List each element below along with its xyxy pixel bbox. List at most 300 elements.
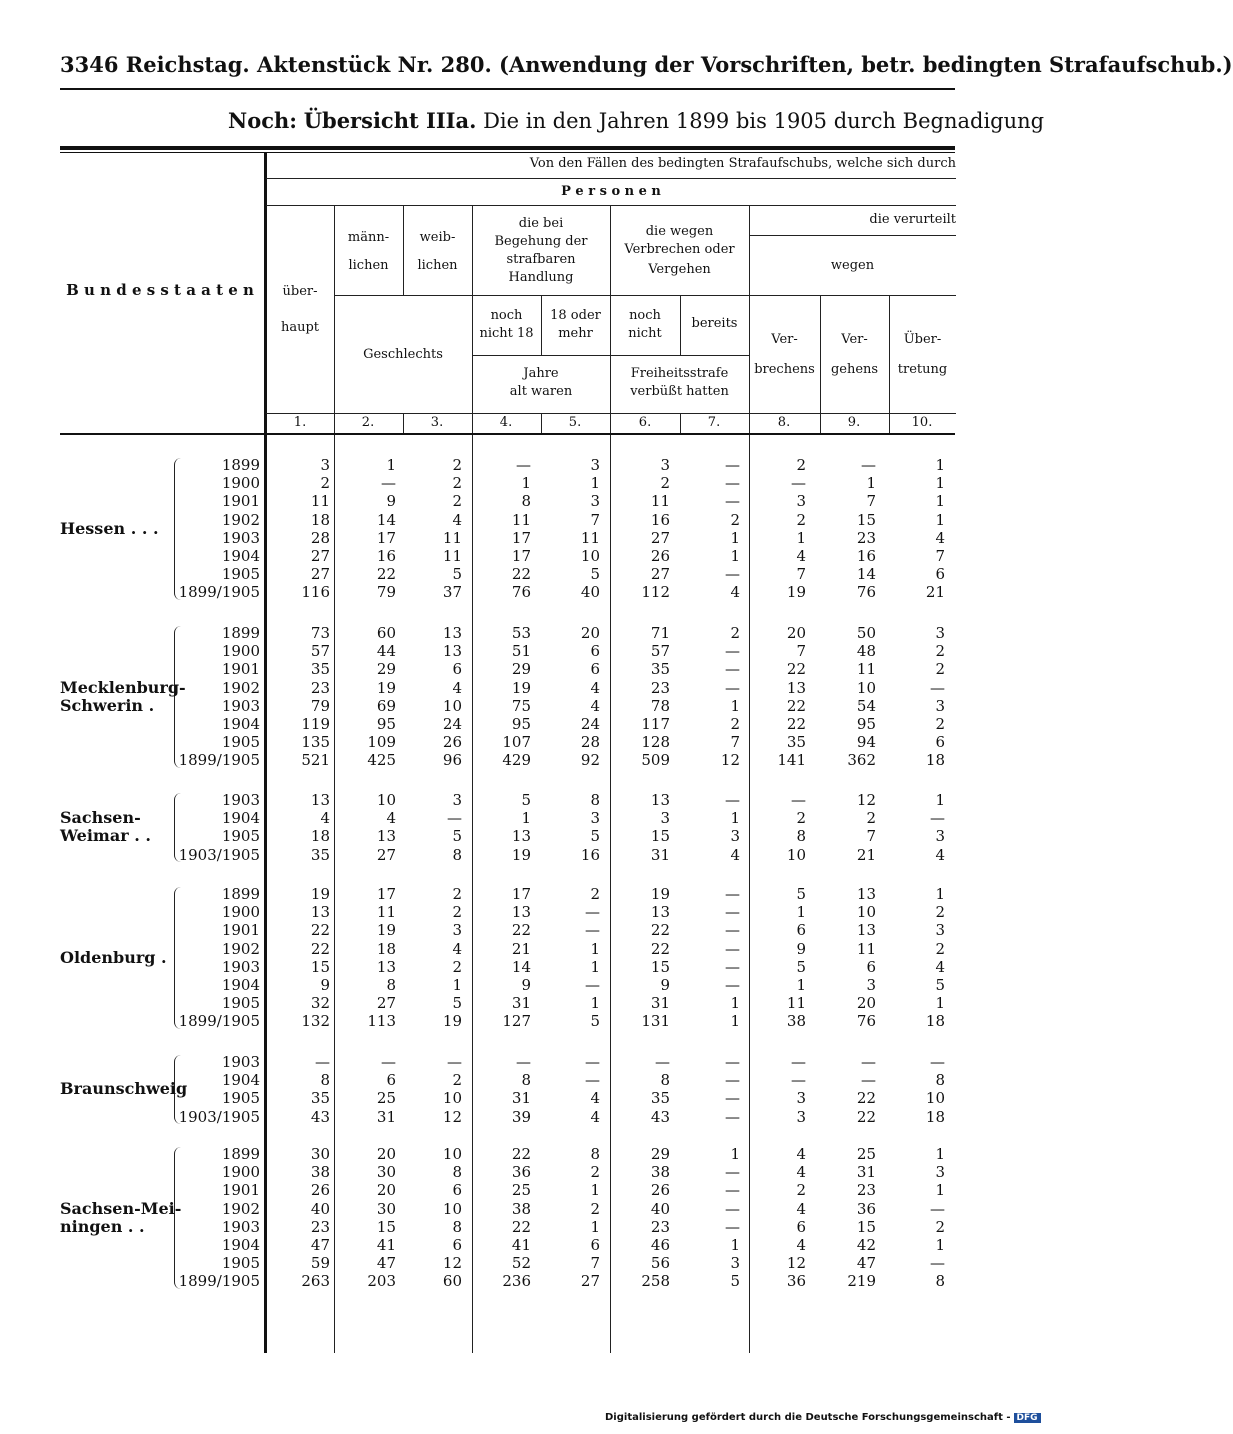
column-number: 8. (777, 415, 791, 430)
table-cell: 79 (310, 696, 330, 715)
state-name: ningen . . (60, 1216, 145, 1236)
table-cell: 11 (580, 528, 600, 547)
table-cell: 28 (310, 528, 330, 547)
table-cell: — (585, 903, 600, 922)
table-cell: 31 (650, 845, 670, 864)
table-cell: 9 (521, 976, 531, 994)
table-cell: 1 (935, 492, 945, 511)
table-cell: 7 (590, 510, 600, 529)
table-cell: 23 (310, 678, 330, 697)
hdr-weib-1: weib- (419, 230, 456, 245)
table-cell: 1 (521, 809, 531, 828)
hdr-begehung-4: Handlung (508, 270, 574, 285)
table-cell: 14 (856, 565, 876, 584)
table-cell: 19 (442, 1012, 462, 1031)
column-number: 10. (911, 415, 933, 430)
year-label: 1899/1905 (178, 1272, 260, 1291)
table-cell: 18 (376, 939, 396, 958)
table-cell: 10 (442, 696, 462, 715)
table-cell: — (861, 456, 876, 474)
table-cell: 4 (796, 1145, 806, 1163)
hdr-begehung-3: strafbaren (506, 252, 576, 267)
state-name: Oldenburg . (60, 947, 167, 967)
year-label: 1903 (221, 528, 260, 547)
table-cell: — (516, 456, 531, 474)
table-cell: 6 (796, 1217, 806, 1236)
table-cell: 76 (856, 1012, 876, 1031)
table-cell: 5 (452, 565, 462, 584)
table-cell: 13 (650, 791, 670, 809)
table-cell: 6 (866, 957, 876, 976)
table-cell: 131 (641, 1012, 670, 1031)
table-cell: 135 (301, 733, 330, 752)
table-cell: — (930, 809, 945, 828)
table-cell: — (585, 1053, 600, 1071)
year-label: 1904 (221, 976, 260, 994)
year-label: 1899 (221, 885, 260, 903)
year-label: 1901 (221, 921, 260, 940)
table-cell: 14 (511, 957, 531, 976)
table-cell: 9 (796, 939, 806, 958)
title-bold: Übersicht IIIa. (303, 108, 477, 133)
table-cell: 38 (786, 1012, 806, 1031)
column-number: 2. (361, 415, 375, 430)
table-cell: 11 (376, 903, 396, 922)
table-cell: — (315, 1053, 330, 1071)
table-cell: 20 (856, 994, 876, 1013)
table-cell: 8 (590, 1145, 600, 1163)
table-cell: 18 (925, 1012, 945, 1031)
table-cell: 11 (650, 492, 670, 511)
year-label: 1900 (221, 474, 260, 493)
column-number: 3. (430, 415, 444, 430)
table-cell: 18 (925, 751, 945, 770)
table-cell: 26 (650, 1181, 670, 1200)
table-cell: 22 (650, 939, 670, 958)
table-cell: 22 (310, 921, 330, 940)
table-cell: — (725, 885, 740, 903)
table-cell: — (725, 957, 740, 976)
table-cell: 22 (786, 660, 806, 679)
table-cell: 2 (796, 456, 806, 474)
table-cell: 1 (730, 528, 740, 547)
table-cell: 10 (580, 547, 600, 565)
table-cell: 13 (650, 903, 670, 922)
table-cell: 4 (386, 809, 396, 828)
hdr-begehung-2: Begehung der (494, 234, 588, 249)
year-label: 1904 (221, 1236, 260, 1254)
table-cell: 6 (590, 660, 600, 679)
table-cell: 5 (935, 976, 945, 994)
table-cell: 31 (376, 1107, 396, 1126)
table-cell: 30 (376, 1163, 396, 1182)
state-name: Sachsen- (60, 808, 141, 828)
table-cell: 27 (580, 1272, 600, 1291)
table-cell: 47 (376, 1254, 396, 1273)
table-cell: — (725, 903, 740, 922)
table-cell: 69 (376, 696, 396, 715)
table-cell: 36 (786, 1272, 806, 1291)
year-label: 1901 (221, 660, 260, 679)
table-cell: 1 (935, 474, 945, 493)
table-cell: 3 (320, 456, 330, 474)
table-cell: 56 (650, 1254, 670, 1273)
table-cell: 47 (856, 1254, 876, 1273)
table-cell: 4 (796, 547, 806, 565)
table-cell: 60 (376, 624, 396, 642)
table-cell: 76 (856, 583, 876, 602)
table-cell: 16 (650, 510, 670, 529)
table-cell: 11 (511, 510, 531, 529)
table-cell: — (930, 1053, 945, 1071)
table-cell: 12 (720, 751, 740, 770)
table-cell: 13 (376, 827, 396, 846)
table-cell: 4 (730, 845, 740, 864)
table-cell: 521 (301, 751, 330, 770)
table-cell: 21 (511, 939, 531, 958)
table-cell: 10 (442, 1199, 462, 1218)
table-cell: 11 (856, 939, 876, 958)
hdr-wegen-1: die wegen (645, 224, 714, 239)
table-cell: 2 (935, 660, 945, 679)
table-cell: 3 (935, 827, 945, 846)
table-cell: 26 (310, 1181, 330, 1200)
table-cell: 25 (511, 1181, 531, 1200)
table-cell: 13 (442, 624, 462, 642)
header-rule (60, 88, 955, 90)
table-cell: 22 (511, 1217, 531, 1236)
hdr-wegen-2: Verbrechen oder (624, 242, 735, 257)
table-cell: 3 (866, 976, 876, 994)
table-cell: 6 (935, 733, 945, 752)
table-cell: 1 (935, 1145, 945, 1163)
table-cell: 15 (856, 510, 876, 529)
hrule-jahre (472, 355, 749, 356)
table-cell: 10 (925, 1089, 945, 1108)
hdr-noch18-2: nicht 18 (479, 326, 534, 341)
table-cell: 113 (367, 1012, 396, 1031)
table-cell: 24 (442, 715, 462, 733)
table-cell: 17 (511, 885, 531, 903)
year-label: 1904 (221, 715, 260, 733)
table-cell: 54 (856, 696, 876, 715)
table-cell: 7 (796, 565, 806, 584)
table-cell: — (861, 1071, 876, 1090)
table-cell: 1 (452, 976, 462, 994)
table-cell: 11 (856, 660, 876, 679)
table-cell: 7 (866, 827, 876, 846)
table-cell: 2 (796, 510, 806, 529)
table-cell: 2 (866, 809, 876, 828)
table-cell: 92 (580, 751, 600, 770)
table-cell: 12 (856, 791, 876, 809)
year-label: 1903/1905 (178, 1107, 260, 1126)
table-cell: 429 (502, 751, 531, 770)
year-label: 1905 (221, 827, 260, 846)
hrule-age-crime (472, 295, 749, 296)
column-number: 1. (293, 415, 307, 430)
table-cell: 29 (376, 660, 396, 679)
table-cell: 46 (650, 1236, 670, 1254)
table-cell: 22 (376, 565, 396, 584)
table-cell: 2 (796, 809, 806, 828)
state-name: Schwerin . (60, 695, 155, 715)
hrule-nums (266, 413, 956, 414)
table-cell: 2 (660, 474, 670, 493)
digitization-credit (605, 1412, 1038, 1428)
table-cell: 17 (511, 528, 531, 547)
year-label: 1903 (221, 791, 260, 809)
body-vrule-1 (334, 435, 335, 1353)
table-cell: 40 (580, 583, 600, 602)
table-cell: 4 (452, 939, 462, 958)
table-cell: 13 (511, 827, 531, 846)
table-cell: 3 (452, 921, 462, 940)
hdr-bundesstaaten: B u n d e s s t a a t e n (66, 281, 254, 299)
table-cell: 2 (452, 474, 462, 493)
year-label: 1902 (221, 1199, 260, 1218)
table-cell: 1 (935, 1236, 945, 1254)
vrule-7 (749, 205, 750, 433)
year-label: 1899/1905 (178, 751, 260, 770)
table-cell: 109 (367, 733, 396, 752)
table-top-rule-thin (60, 152, 955, 153)
vrule-4a (541, 295, 542, 355)
table-cell: 8 (386, 976, 396, 994)
table-cell: 35 (650, 660, 670, 679)
table-cell: 5 (796, 957, 806, 976)
state-name: Sachsen-Mei- (60, 1198, 182, 1218)
table-cell: — (725, 492, 740, 511)
table-cell: 22 (310, 939, 330, 958)
hdr-verb-1: Ver- (771, 332, 798, 347)
year-label: 1899/1905 (178, 583, 260, 602)
table-cell: — (725, 565, 740, 584)
table-cell: — (725, 921, 740, 940)
table-cell: 5 (452, 994, 462, 1013)
table-cell: 8 (660, 1071, 670, 1090)
table-cell: 1 (590, 1181, 600, 1200)
table-cell: 57 (650, 642, 670, 661)
table-cell: 2 (452, 885, 462, 903)
year-label: 1903/1905 (178, 845, 260, 864)
table-cell: 8 (935, 1272, 945, 1291)
table-cell: 13 (786, 678, 806, 697)
table-cell: 29 (511, 660, 531, 679)
table-cell: 13 (511, 903, 531, 922)
table-cell: 15 (856, 1217, 876, 1236)
table-cell: 23 (310, 1217, 330, 1236)
table-cell: 35 (310, 1089, 330, 1108)
year-label: 1904 (221, 809, 260, 828)
table-cell: — (516, 1053, 531, 1071)
table-cell: 24 (580, 715, 600, 733)
table-cell: 16 (580, 845, 600, 864)
table-cell: — (725, 1217, 740, 1236)
table-cell: — (725, 456, 740, 474)
hdr-begehung-1: die bei (518, 216, 564, 231)
table-cell: 19 (310, 885, 330, 903)
table-cell: 60 (442, 1272, 462, 1291)
table-cell: 6 (935, 565, 945, 584)
table-cell: 263 (301, 1272, 330, 1291)
table-cell: 73 (310, 624, 330, 642)
table-cell: 71 (650, 624, 670, 642)
table-cell: 8 (521, 1071, 531, 1090)
table-cell: 14 (376, 510, 396, 529)
table-cell: 26 (442, 733, 462, 752)
table-cell: — (655, 1053, 670, 1071)
table-cell: — (725, 1071, 740, 1090)
table-cell: 76 (511, 583, 531, 602)
table-cell: 42 (856, 1236, 876, 1254)
table-cell: 43 (310, 1107, 330, 1126)
table-cell: 11 (442, 528, 462, 547)
table-cell: 13 (310, 791, 330, 809)
table-cell: 7 (730, 733, 740, 752)
hrule-personen (266, 205, 956, 206)
table-cell: 1 (935, 885, 945, 903)
state-name: Braunschweig (60, 1079, 188, 1099)
table-cell: 19 (786, 583, 806, 602)
table-cell: 8 (590, 791, 600, 809)
hdr-verg-1: Ver- (841, 332, 868, 347)
table-cell: 95 (511, 715, 531, 733)
table-cell: — (930, 1199, 945, 1218)
table-cell: 3 (660, 456, 670, 474)
table-cell: 3 (590, 809, 600, 828)
table-cell: 6 (590, 642, 600, 661)
hdr-haupt: haupt (280, 320, 320, 335)
table-cell: 10 (442, 1145, 462, 1163)
table-cell: 6 (452, 1236, 462, 1254)
year-label: 1900 (221, 1163, 260, 1182)
table-cell: 94 (856, 733, 876, 752)
year-label: 1900 (221, 903, 260, 922)
table-cell: 96 (442, 751, 462, 770)
table-cell: 47 (310, 1236, 330, 1254)
year-label: 1902 (221, 510, 260, 529)
table-cell: 4 (590, 1107, 600, 1126)
table-cell: 27 (376, 845, 396, 864)
table-cell: 2 (452, 903, 462, 922)
table-cell: 21 (856, 845, 876, 864)
table-cell: 2 (935, 1217, 945, 1236)
table-cell: 78 (650, 696, 670, 715)
table-cell: 2 (730, 510, 740, 529)
table-cell: 1 (521, 474, 531, 493)
table-cell: 425 (367, 751, 396, 770)
table-cell: 3 (660, 809, 670, 828)
state-name: Hessen . . . (60, 518, 159, 538)
table-cell: — (725, 976, 740, 994)
table-cell: 8 (452, 1163, 462, 1182)
table-cell: 18 (310, 827, 330, 846)
table-cell: 127 (502, 1012, 531, 1031)
table-cell: 23 (650, 1217, 670, 1236)
table-cell: 1 (935, 994, 945, 1013)
column-number: 4. (499, 415, 513, 430)
table-cell: 11 (310, 492, 330, 511)
table-cell: 2 (452, 1071, 462, 1090)
table-cell: 9 (660, 976, 670, 994)
table-cell: — (585, 921, 600, 940)
table-cell: 1 (590, 474, 600, 493)
table-cell: 2 (935, 715, 945, 733)
hdr-nochnicht-1: noch (629, 308, 661, 323)
table-cell: 8 (935, 1071, 945, 1090)
table-cell: 36 (856, 1199, 876, 1218)
column-number: 5. (568, 415, 582, 430)
table-cell: 9 (320, 976, 330, 994)
year-label: 1905 (221, 1254, 260, 1273)
table-cell: 1 (590, 994, 600, 1013)
hdr-mehr18-1: 18 oder (550, 308, 601, 323)
hdr-maenn-2: lichen (348, 258, 389, 273)
table-cell: 25 (376, 1089, 396, 1108)
table-cell: 23 (856, 1181, 876, 1200)
year-label: 1902 (221, 939, 260, 958)
table-cell: 5 (796, 885, 806, 903)
table-cell: 132 (301, 1012, 330, 1031)
table-cell: 2 (590, 1199, 600, 1218)
table-cell: 22 (786, 696, 806, 715)
vrule-4b (541, 413, 542, 433)
table-cell: — (725, 474, 740, 493)
table-cell: 95 (856, 715, 876, 733)
table-cell: 2 (796, 1181, 806, 1200)
table-cell: 30 (310, 1145, 330, 1163)
table-cell: 75 (511, 696, 531, 715)
table-cell: 1 (590, 957, 600, 976)
year-label: 1904 (221, 547, 260, 565)
table-cell: 1 (935, 791, 945, 809)
table-cell: 43 (650, 1107, 670, 1126)
table-cell: 41 (511, 1236, 531, 1254)
table-cell: — (861, 1053, 876, 1071)
table-cell: 15 (650, 957, 670, 976)
table-cell: 20 (376, 1181, 396, 1200)
table-cell: 4 (935, 957, 945, 976)
table-cell: 2 (452, 456, 462, 474)
table-cell: 5 (730, 1272, 740, 1291)
table-cell: 509 (641, 751, 670, 770)
table-cell: — (725, 1199, 740, 1218)
table-cell: 23 (650, 678, 670, 697)
table-cell: 37 (442, 583, 462, 602)
table-cell: 2 (935, 903, 945, 922)
table-cell: 35 (650, 1089, 670, 1108)
hrule-verurteilt (749, 235, 956, 236)
table-cell: 12 (442, 1107, 462, 1126)
credit-text: Digitalisierung gefördert durch die Deutsche Forschungsgemeinschaft - (605, 1412, 1011, 1423)
table-cell: 4 (590, 696, 600, 715)
table-cell: 4 (590, 1089, 600, 1108)
table-cell: 1 (730, 696, 740, 715)
vrule-2b (403, 413, 404, 433)
table-cell: 15 (310, 957, 330, 976)
table-cell: 30 (376, 1199, 396, 1218)
table-cell: 9 (386, 492, 396, 511)
table-cell: 8 (452, 845, 462, 864)
hdr-uebertr-1: Über- (903, 332, 942, 347)
table-cell: 27 (376, 994, 396, 1013)
hrule-top (266, 178, 956, 179)
table-cell: 1 (730, 994, 740, 1013)
table-title (228, 108, 1045, 140)
table-cell: 2 (730, 624, 740, 642)
table-cell: 5 (452, 827, 462, 846)
